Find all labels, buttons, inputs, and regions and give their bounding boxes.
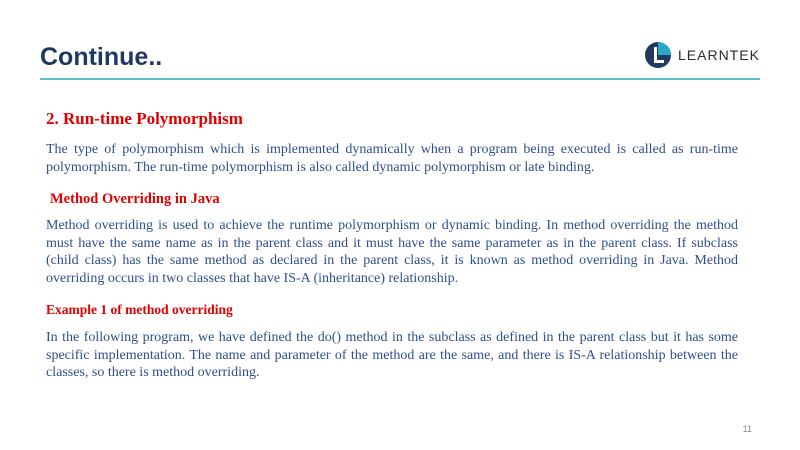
overriding-paragraph: Method overriding is used to achieve the runtime polymorphism or dynamic binding. In method overriding the method must have the same name as in the parent class and it must have the same parameter as in the parent class. If subclass (child class) has the same method as declared in the parent class, it is known as method overriding in Java. Method overriding occurs in two classes that have IS-A (inheritance) relationship.	[46, 218, 738, 286]
page-number: 11	[742, 424, 752, 434]
intro-paragraph: The type of polymorphism which is implemented dynamically when a program being executed is called as run-time polymorphism. The run-time polymorphism is also called dynamic polymorphism or late binding.	[46, 142, 738, 175]
slide-content	[46, 108, 738, 396]
learntek-logo-icon	[644, 41, 672, 69]
slide-title: Continue..	[40, 43, 163, 71]
example-paragraph: In the following program, we have defined the do() method in the subclass as defined in the parent class but it has some specific implementation. The name and parameter of the method are the same, and there is IS-A relationship between the classes, so there is method overriding.	[46, 330, 738, 380]
learntek-logo	[644, 40, 760, 70]
example-heading: Example 1 of method overriding	[46, 302, 233, 317]
subheading-method-overriding: Method Overriding in Java	[50, 191, 220, 207]
section-heading: 2. Run-time Polymorphism	[46, 109, 243, 128]
title-divider	[40, 78, 760, 80]
logo-text: LEARNTEK	[678, 47, 760, 63]
